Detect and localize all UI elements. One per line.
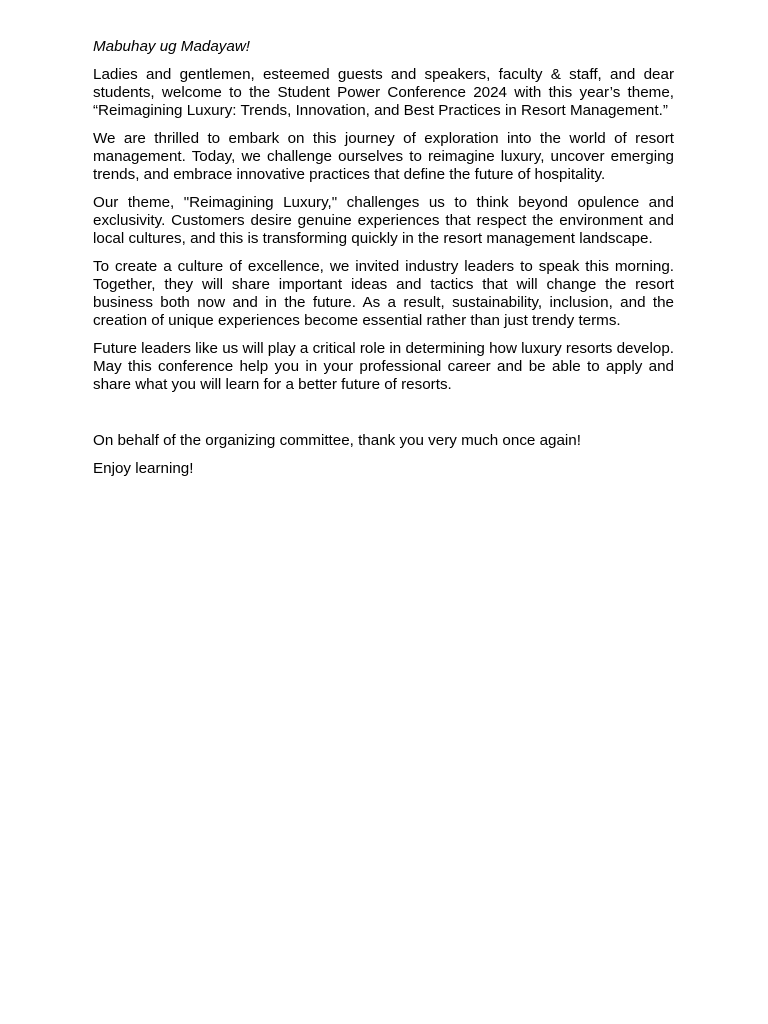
greeting: Mabuhay ug Madayaw! bbox=[93, 38, 251, 55]
letter-body bbox=[93, 38, 674, 488]
paragraph-future-leaders: Future leaders like us will play a critical role in determining how luxury resorts develop. May this conference help you in your professional career and be able to apply and share what you will learn for a better future of resorts. bbox=[93, 340, 674, 393]
paragraph-journey: We are thrilled to embark on this journey of exploration into the world of resort management. Today, we challenge ourselves to reimagine luxury, uncover emerging trends, and embrace innovative practices that define the future of hospitality. bbox=[93, 130, 674, 183]
paragraph-welcome: Ladies and gentlemen, esteemed guests and speakers, faculty & staff, and dear students, welcome to the Student Power Conference 2024 with this year’s theme, “Reimagining Luxury: Trends, Innovation, and Best Practices in Resort Management.” bbox=[93, 66, 674, 119]
thanks-line: On behalf of the organizing committee, thank you very much once again! bbox=[93, 432, 581, 449]
paragraph-spacer bbox=[93, 404, 674, 432]
paragraph-excellence: To create a culture of excellence, we invited industry leaders to speak this morning. Together, they will share important ideas and tactics that will change the resort business both now and in the future. As a result, sustainability, inclusion, and the creation of unique experiences become essential rather than just trendy terms. bbox=[93, 258, 674, 329]
closing-line: Enjoy learning! bbox=[93, 460, 194, 477]
paragraph-theme: Our theme, "Reimagining Luxury," challenges us to think beyond opulence and exclusivity. Customers desire genuine experiences that respect the environment and local cultures, and this is transforming quickly in the resort management landscape. bbox=[93, 194, 674, 247]
